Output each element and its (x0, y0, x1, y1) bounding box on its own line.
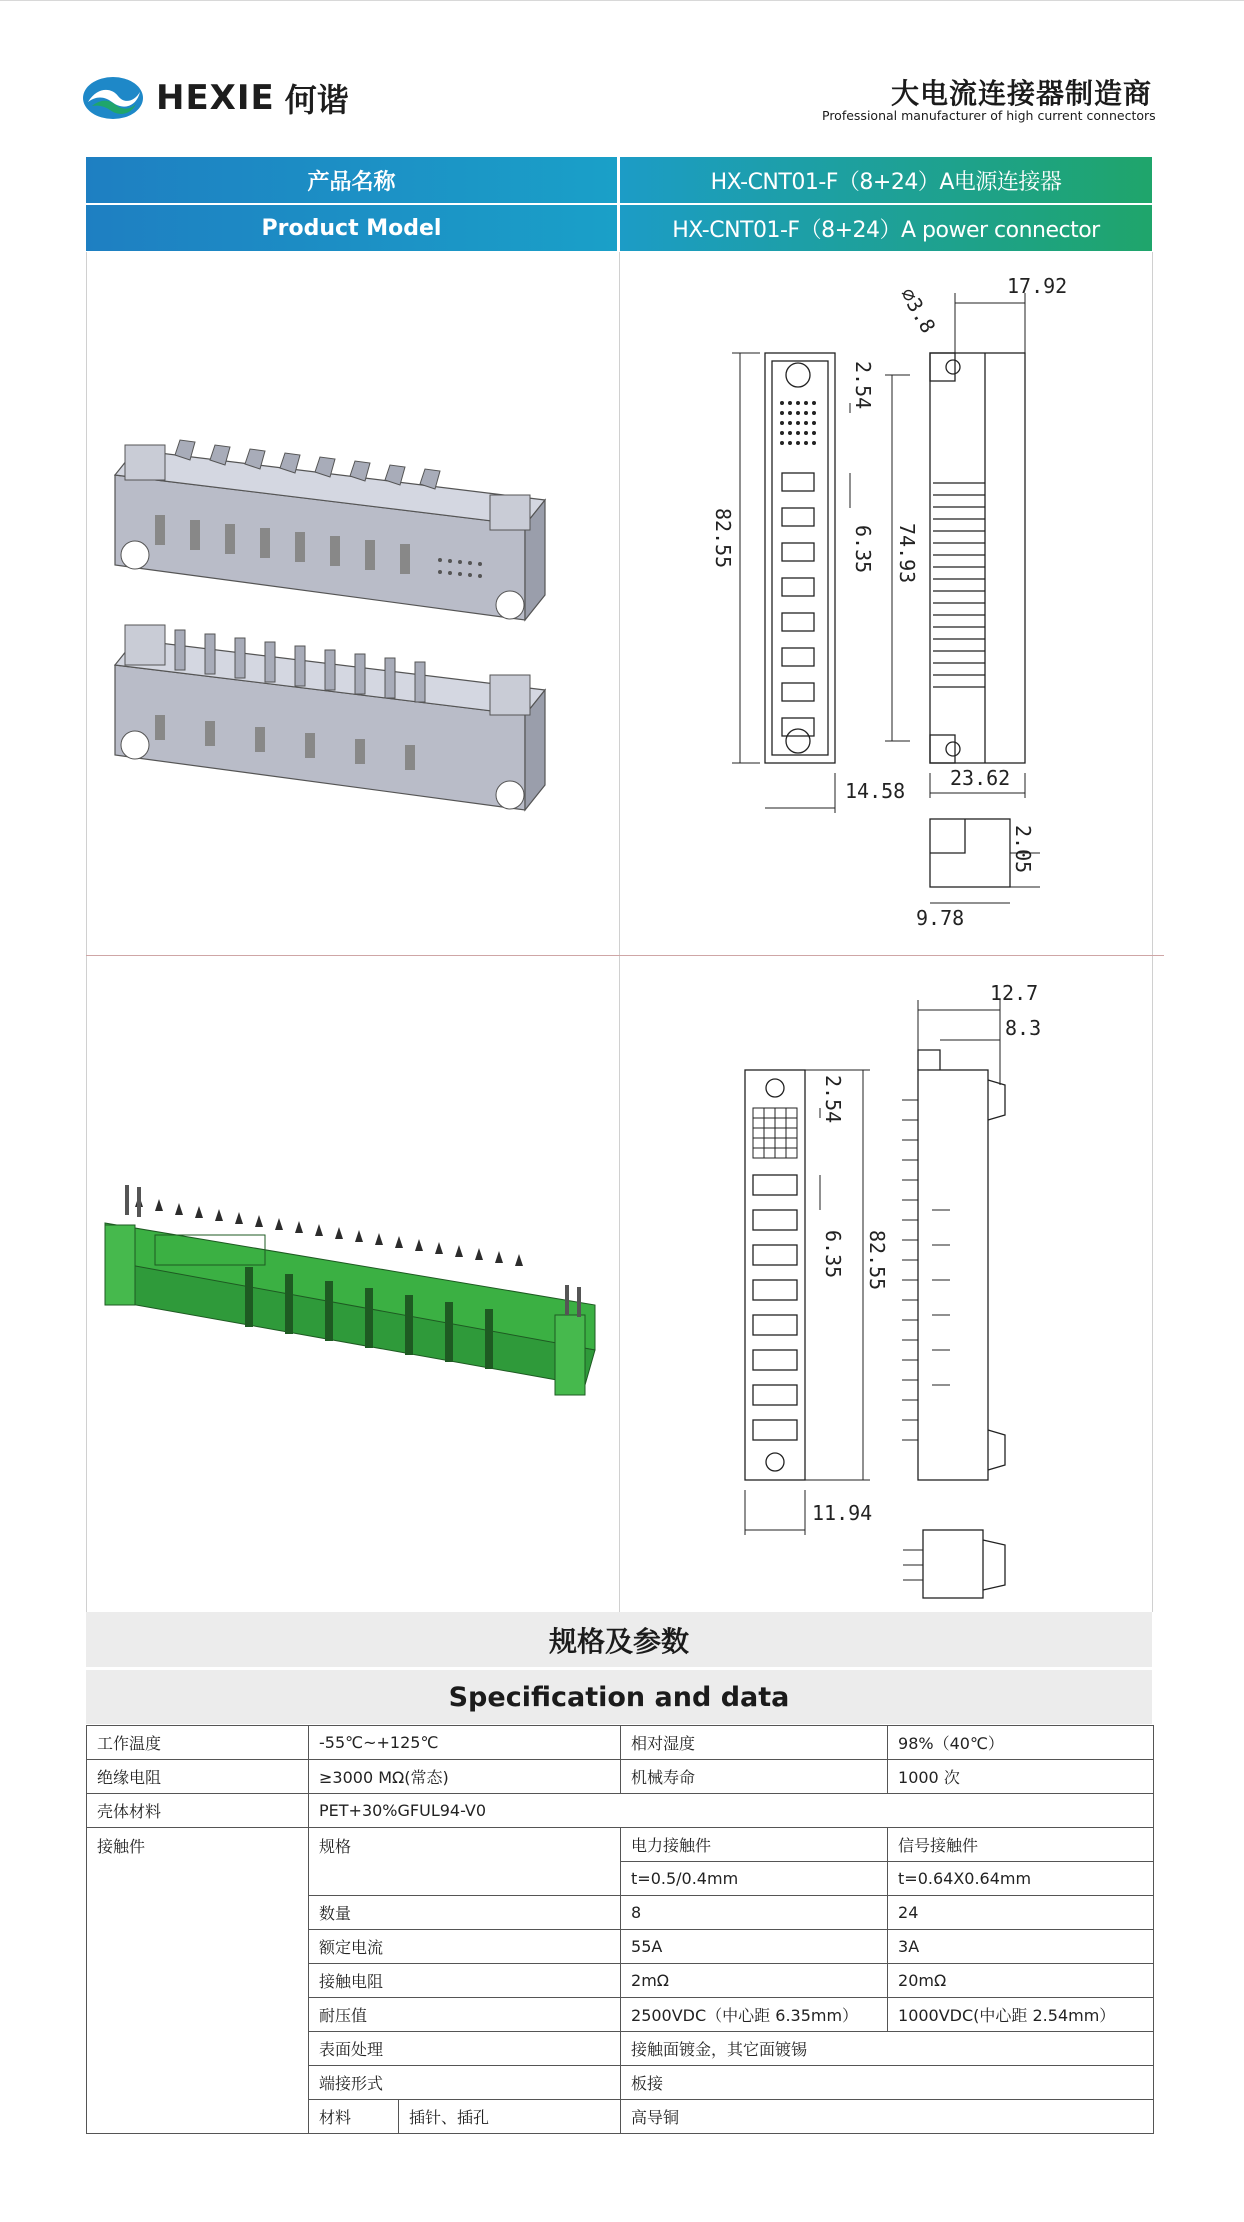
bottom-view-body-2 (923, 1530, 983, 1598)
power-contact-header: 电力接触件 (621, 1828, 888, 1862)
connector-render-green (95, 1185, 610, 1425)
dimension-drawing-top (620, 253, 1152, 953)
panel-border-left (86, 252, 87, 1612)
op-temp-label: 工作温度 (87, 1726, 309, 1760)
tagline-cn: 大电流连接器制造商 (890, 77, 1152, 110)
tagline-en: Professional manufacturer of high current connectors (822, 108, 1156, 123)
side-view-body-2 (918, 1070, 988, 1480)
surface-label: 表面处理 (309, 2032, 621, 2066)
insulation-value: ≥3000 MΩ(常态) (309, 1760, 621, 1794)
term-label: 端接形式 (309, 2066, 621, 2100)
qty-power: 8 (621, 1896, 888, 1930)
housing-label: 壳体材料 (87, 1794, 309, 1828)
material-value: 高导铜 (621, 2100, 1154, 2134)
op-temp-value: -55℃~+125℃ (309, 1726, 621, 1760)
dim-17-92: 17.92 (1007, 274, 1068, 298)
contact-label: 接触件 (87, 1828, 309, 2134)
dim-11-94: 11.94 (812, 1501, 873, 1525)
logo-text: HEXIE (156, 78, 275, 118)
resistance-power: 2mΩ (621, 1964, 888, 1998)
material-sub: 插针、插孔 (399, 2100, 621, 2134)
top-divider (0, 0, 1244, 1)
spec-table (86, 1725, 1154, 2134)
dim-6-35-bottom: 6.35 (821, 1230, 845, 1279)
model-label-cn: 产品名称 (86, 157, 617, 203)
side-view-body (930, 353, 1025, 763)
panel-border-right (1152, 252, 1153, 1612)
resistance-signal: 20mΩ (888, 1964, 1154, 1998)
connector-render-gray (95, 430, 610, 830)
current-signal: 3A (888, 1930, 1154, 1964)
table-row (87, 1726, 1154, 1760)
insulation-label: 绝缘电阻 (87, 1760, 309, 1794)
table-row (87, 1760, 1154, 1794)
model-value-en: HX-CNT01-F（8+24）A power connector (620, 205, 1152, 251)
dim-14-58: 14.58 (845, 779, 906, 803)
dim-82-55-top: 82.55 (711, 508, 735, 569)
gray-connector-bottom (115, 625, 545, 810)
dim-82-55-bottom: 82.55 (865, 1230, 889, 1291)
dim-2-05: 2.05 (1011, 825, 1035, 874)
current-power: 55A (621, 1930, 888, 1964)
voltage-signal: 1000VDC(中心距 2.54mm） (888, 1998, 1154, 2032)
dim-9-78: 9.78 (916, 906, 965, 930)
logo-cn: 何谐 (284, 81, 349, 119)
housing-value: PET+30%GFUL94-V0 (309, 1794, 1154, 1828)
resistance-label: 接触电阻 (309, 1964, 621, 1998)
power-size: t=0.5/0.4mm (621, 1862, 888, 1896)
dim-12-7: 12.7 (990, 981, 1039, 1005)
table-row (87, 1828, 1154, 1862)
spec-title-cn: 规格及参数 (86, 1612, 1152, 1667)
current-label: 额定电流 (309, 1930, 621, 1964)
material-label: 材料 (309, 2100, 399, 2134)
spec-label: 规格 (309, 1828, 621, 1896)
spec-title-en: Specification and data (86, 1670, 1152, 1724)
hexie-logo-icon (82, 76, 144, 120)
dim-2-54-bottom: 2.54 (821, 1075, 845, 1124)
qty-signal: 24 (888, 1896, 1154, 1930)
dim-74-93: 74.93 (895, 523, 919, 584)
dim-6-35-top: 6.35 (851, 525, 875, 574)
brand-logo (82, 70, 349, 126)
model-label-en: Product Model (86, 205, 617, 251)
voltage-power: 2500VDC（中心距 6.35mm） (621, 1998, 888, 2032)
dim-diameter-3-8: ∅3.8 (895, 283, 941, 338)
gray-connector-top (115, 440, 545, 620)
dim-8-3: 8.3 (1005, 1016, 1042, 1040)
term-value: 板接 (621, 2066, 1154, 2100)
life-value: 1000 次 (888, 1760, 1154, 1794)
table-row (87, 1794, 1154, 1828)
panel-row-divider (86, 955, 1164, 956)
qty-label: 数量 (309, 1896, 621, 1930)
surface-value: 接触面镀金，其它面镀锡 (621, 2032, 1154, 2066)
humidity-label: 相对湿度 (621, 1726, 888, 1760)
dim-2-54-top: 2.54 (851, 361, 875, 410)
life-label: 机械寿命 (621, 1760, 888, 1794)
voltage-label: 耐压值 (309, 1998, 621, 2032)
signal-size: t=0.64X0.64mm (888, 1862, 1154, 1896)
dim-23-62: 23.62 (950, 766, 1011, 790)
dimension-drawing-bottom (620, 960, 1152, 1610)
humidity-value: 98%（40℃） (888, 1726, 1154, 1760)
signal-contact-header: 信号接触件 (888, 1828, 1154, 1862)
model-value-cn: HX-CNT01-F（8+24）A电源连接器 (620, 157, 1152, 203)
